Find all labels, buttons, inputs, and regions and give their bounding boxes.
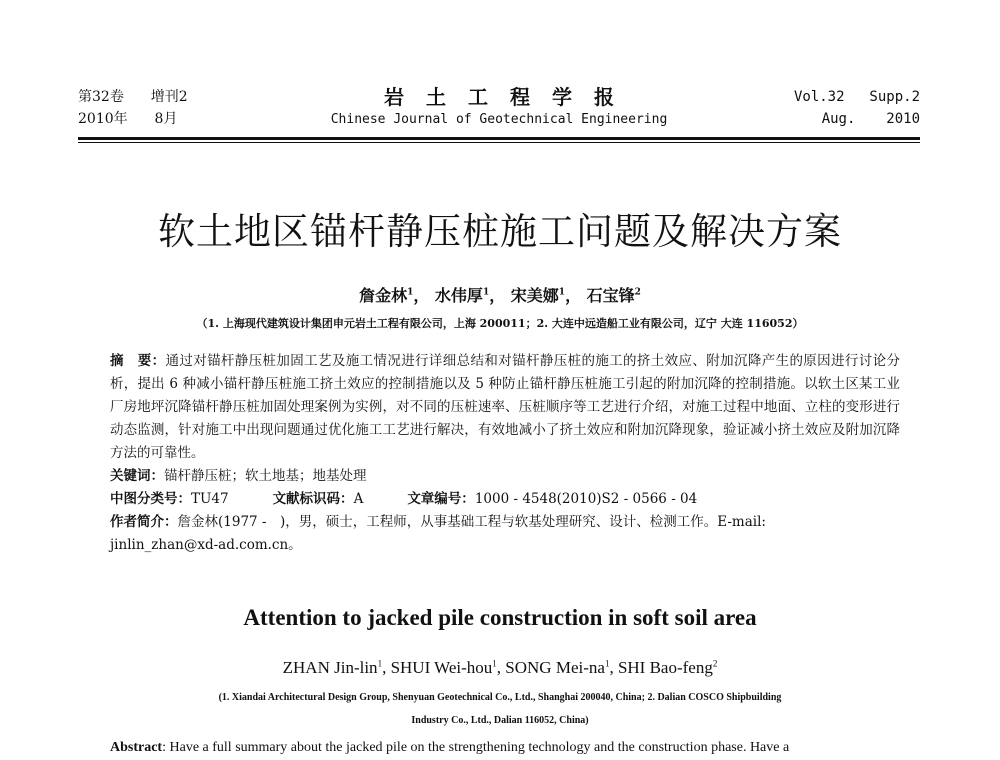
year-en: 2010 [886, 111, 920, 127]
author-en: SHI Bao-feng [617, 658, 713, 677]
year-cn: 2010年 [78, 111, 128, 127]
keywords-text-cn: 锚杆静压桩；软土地基；地基处理 [164, 468, 367, 484]
authors-en: ZHAN Jin-lin$^1$, SHUI Wei-hou$^1$, SONG Mei-$na^1$, SHI Bao-feng$^2$ [282, 658, 718, 677]
affiliation-en-line: Industry Co., Ltd., Dalian 116052, China) [411, 715, 589, 726]
journal-name-en: Chinese Journal of Geotechnical Engineering [330, 112, 668, 127]
header-rule-thick [78, 137, 920, 140]
clc-value: TU47 [191, 491, 229, 507]
author-en: SHUI Wei-hou [390, 658, 493, 677]
doc-code-value: A [353, 491, 364, 507]
author-cn: 石宝锋 [586, 286, 635, 305]
keywords-label-cn: 关键词： [110, 468, 164, 484]
authors-cn: 詹金林$^1$， 水伟厚$^1$， 宋美娜$^1$， 石宝锋$^2$ [359, 286, 641, 305]
abstract-cn [110, 350, 900, 465]
month-cn: 8月 [154, 111, 178, 127]
month-en: Aug. [821, 111, 856, 127]
article-title-en: Attention to jacked pile construction in soft soil area [243, 605, 757, 630]
clc-label: 中图分类号： [110, 491, 191, 507]
abstract-label-cn: 摘 要： [110, 353, 166, 369]
doc-code-label: 文献标识码： [272, 491, 354, 507]
keywords-cn [110, 465, 900, 488]
volume-en: Vol.32 [793, 89, 845, 105]
abstract-text-cn: 通过对锚杆静压桩加固工艺及施工情况进行详细总结和对锚杆静压桩的施工的挤土效应、附加沉降产生的原因进行讨论分析，提出 6 种减小锚杆静压桩施工挤土效应的控制措施以及 5 种防止锚杆静压桩施工引起的附加沉降的控制措施。以软土区某工业厂房地坪沉降锚杆静压桩加固处理案例为实例，对不同的压桩速率、压桩顺序等工艺进行介绍，对施工过程中地面、立柱的变形进行动态监测，针对施工中出现问题通过优化施工工艺进行解决，有效地减小了挤土效应和附加沉降现象，验证减小挤土效应及附加沉降方法的可靠性。 [110, 353, 901, 461]
header-rule-thin [78, 142, 920, 143]
journal-header [78, 86, 920, 136]
volume-cn: 第32卷 [78, 89, 124, 105]
classification-line [110, 488, 900, 511]
author-cn: 詹金林 [359, 286, 408, 305]
author-en: SONG Mei-na [505, 658, 605, 677]
affiliation-cn: （1. 上海现代建筑设计集团申元岩土工程有限公司，上海 200011；2. 大连中远造船工业有限公司，辽宁 大连 116052） [196, 317, 804, 330]
header-right [794, 86, 920, 130]
article-no-value: 1000 - 4548(2010)S2 - 0566 - 04 [474, 491, 698, 507]
article-title-cn: 软土地区锚杆静压桩施工问题及解决方案 [158, 210, 842, 253]
supplement-en: Supp.2 [869, 89, 920, 105]
article-no-label: 文章编号： [407, 491, 475, 507]
supplement-cn: 增刊2 [150, 89, 188, 105]
journal-name-cn: 岩土工程学报 [384, 85, 636, 109]
author-cn: 宋美娜 [510, 286, 559, 305]
cn-abstract-block [110, 350, 900, 557]
affiliation-en-line: (1. Xiandai Architectural Design Group, Shenyuan Geotechnical Co., Ltd., Shanghai 200040, China; 2. Dalian COSCO Shipbuilding [218, 692, 782, 703]
author-en: ZHAN Jin-lin [282, 658, 378, 677]
author-email: jinlin_zhan@xd-ad.com.cn。 [110, 537, 302, 553]
affiliation-en [150, 686, 850, 732]
abstract-label-en: Abstract [110, 740, 163, 755]
author-bio-text: 詹金林(1977 - )，男，硕士，工程师，从事基础工程与软基处理研究、设计、检测工作。E-mail: [177, 514, 766, 530]
abstract-en [110, 738, 900, 758]
author-cn: 水伟厚 [434, 286, 483, 305]
author-bio-cn [110, 511, 900, 534]
author-bio-label: 作者简介： [110, 514, 178, 530]
abstract-text-en: : Have a full summary about the jacked pile on the strengthening technology and the construction phase. Have a [162, 740, 790, 755]
